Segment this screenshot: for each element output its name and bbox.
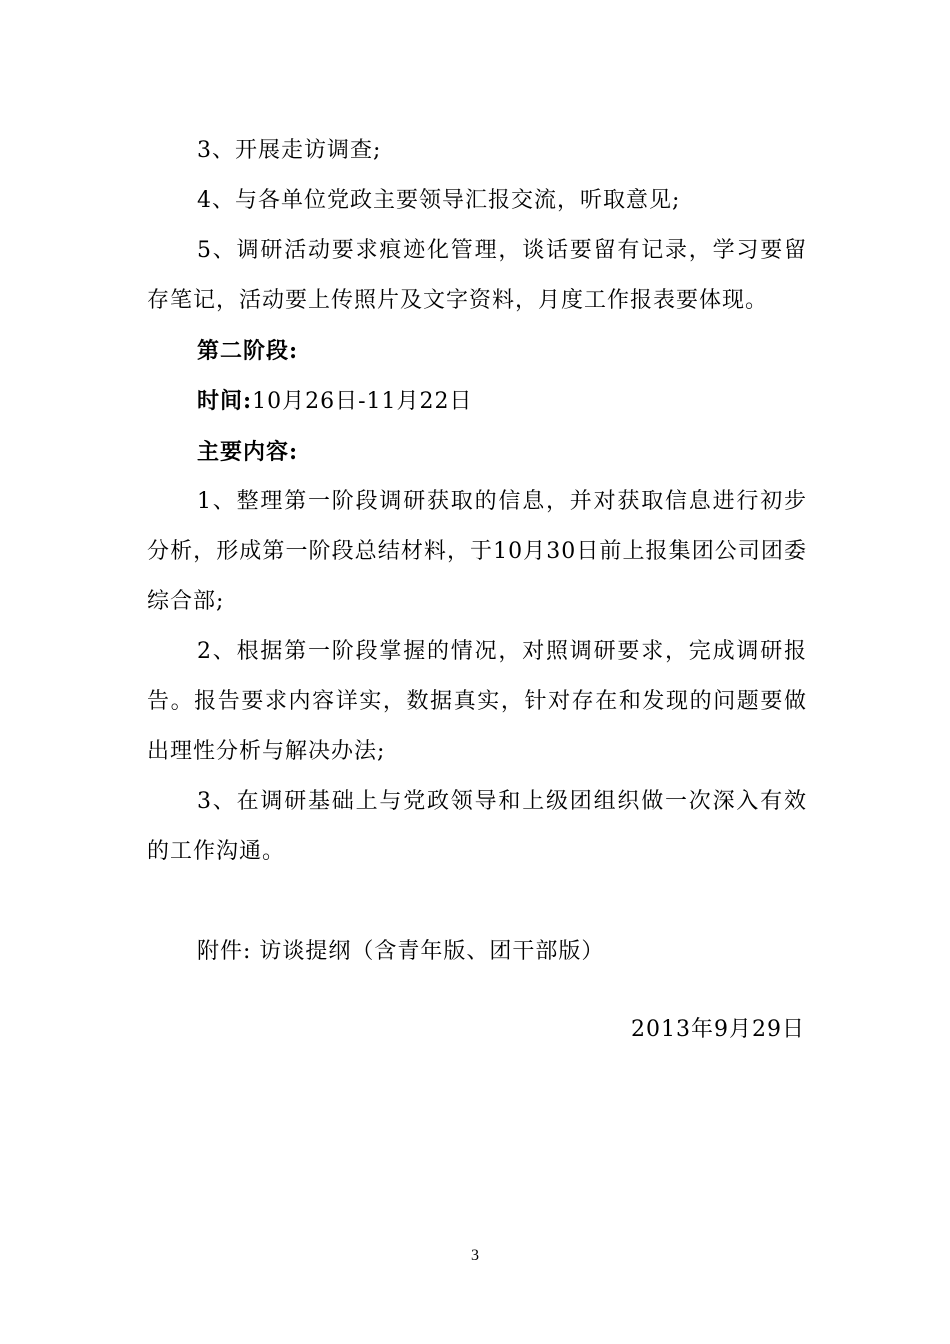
- paragraph-item-4: 4、与各单位党政主要领导汇报交流，听取意见;: [197, 188, 681, 213]
- time-label: 时间:: [197, 388, 253, 414]
- content-item-2: 2、根据第一阶段掌握的情况，对照调研要求，完成调研报告。报告要求内容详实，数据真实，针对存在和发现的问题要做出理性分析与解决办法;: [147, 639, 807, 764]
- paragraph-item-3: 3、开展走访调查;: [197, 138, 382, 163]
- time-value: 10月26日-11月22日: [252, 389, 473, 414]
- main-content-label: 主要内容:: [197, 439, 299, 465]
- document-date: 2013年9月29日: [631, 1017, 805, 1042]
- content-item-3: 3、在调研基础上与党政领导和上级团组织做一次深入有效的工作沟通。: [147, 789, 807, 864]
- content-item-1: 1、整理第一阶段调研获取的信息，并对获取信息进行初步分析，形成第一阶段总结材料，于10月30日前上报集团公司团委综合部;: [147, 489, 807, 614]
- document-body: [147, 126, 807, 1055]
- attachment-note: 附件: 访谈提纲（含青年版、团干部版）: [197, 939, 605, 964]
- spacer: [147, 877, 807, 927]
- stage-two-time: [147, 376, 807, 427]
- stage-two-heading: 第二阶段:: [197, 338, 299, 364]
- page-number: 3: [471, 1247, 479, 1264]
- paragraph-item-5: 5、调研活动要求痕迹化管理，谈话要留有记录，学习要留存笔记，活动要上传照片及文字资料，月度工作报表要体现。: [147, 238, 807, 313]
